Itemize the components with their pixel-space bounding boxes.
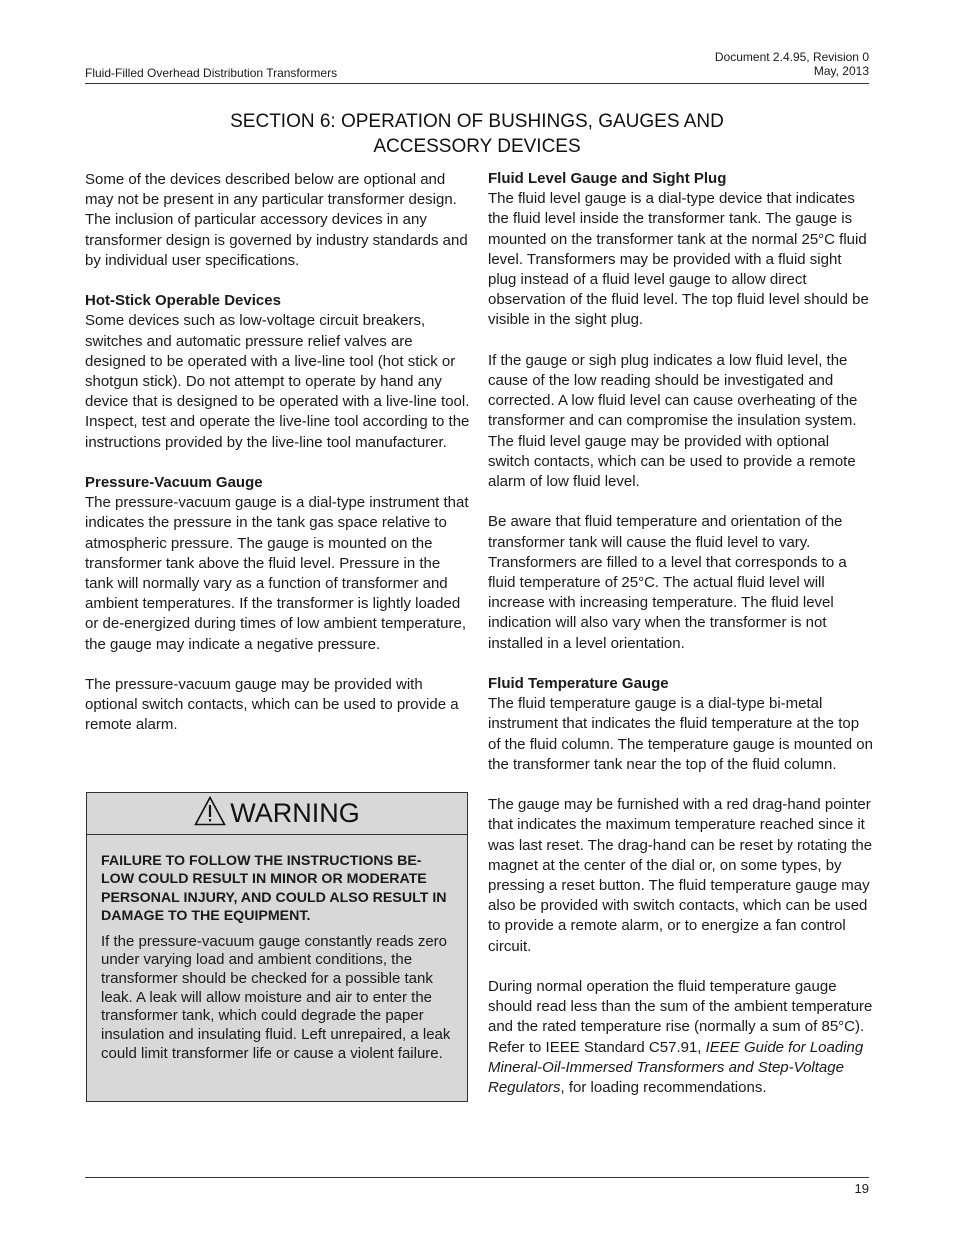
header-rule [85, 83, 869, 84]
intro-paragraph: Some of the devices described below are optional and may not be present in any particular transformer design. The inclusion of particular accessory devices in any transformer design is governed by industry standards and by individual user specifications. [85, 171, 468, 269]
fluid-temperature-heading: Fluid Temperature Gauge [488, 675, 669, 693]
warning-label: WARNING [230, 798, 360, 828]
page-number: 19 [854, 1181, 869, 1196]
footer-rule [85, 1177, 869, 1178]
warning-box [86, 792, 468, 1102]
loading-text-a: During normal operation the fluid temperature gauge should read less than the sum of the ambient temperature and the rated temperature rise (normally a sum of 85°C). Refer to IEEE Standard C57.91, [488, 978, 873, 1056]
fluid-temperature-paragraph-1: The fluid temperature gauge is a dial-type bi-metal instrument that indicates the fluid temperature at the top of the fluid column. The temperature gauge is mounted on the transformer tank near the top of the fluid column. [488, 695, 873, 773]
hotstick-heading: Hot-Stick Operable Devices [85, 292, 281, 310]
document-date: May, 2013 [813, 64, 869, 78]
fluid-level-paragraph-3: Be aware that fluid temperature and orientation of the transformer tank will cause the fluid level to vary. Transformers are filled to a level that corresponds to a fluid temperature of 25°C. The actual fluid level will increase with increasing temperature. The fluid level indication will also vary when the transformer is not installed in a level orientation. [488, 513, 847, 652]
ieee-guide-title: IEEE Guide for Loading Mineral-Oil-Immersed Transformers and Step-Voltage Regulators [488, 1038, 864, 1097]
warning-header [87, 793, 467, 835]
running-header-title: Fluid-Filled Overhead Distribution Transformers [85, 66, 338, 80]
section-title-line2: ACCESSORY DEVICES [373, 136, 581, 157]
fluid-temperature-paragraph-3 [488, 977, 873, 1098]
left-column [85, 170, 470, 756]
document-info [715, 50, 869, 78]
section-title-line1: SECTION 6: OPERATION OF BUSHINGS, GAUGES AND [230, 111, 724, 132]
warning-detail-text: If the pressure-vacuum gauge constantly reads zero under varying load and ambient conditions, the transformer should be checked for a possible tank leak. A leak will allow moisture and air to enter the transformer tank, which could degrade the paper insulation and insulating fluid. Left unrepaired, a leak could limit transformer life or cause a violent failure. [101, 932, 451, 1062]
pressure-gauge-paragraph-2: The pressure-vacuum gauge may be provided with optional switch contacts, which can be used to provide a remote alarm. [85, 676, 459, 734]
loading-text-b: , for loading recommendations. [560, 1079, 767, 1097]
section-title [85, 109, 869, 159]
fluid-level-paragraph-2: If the gauge or sigh plug indicates a low fluid level, the cause of the low reading should be investigated and corrected. A low fluid level can cause overheating of the transformer and can compromise the insulation system. The fluid level gauge may be provided with optional switch contacts, which can be used to provide a remote alarm of low fluid level. [488, 351, 858, 491]
right-column [488, 169, 873, 1118]
warning-triangle-icon [194, 796, 226, 831]
fluid-temperature-paragraph-2: The gauge may be furnished with a red drag-hand pointer that indicates the maximum temperature reached since it was last reset. The drag-hand can be reset by rotating the magnet at the center of the dial or, on some types, by pressing a reset button. The fluid temperature gauge may also be provided with switch contacts, which can be used to provide a remote alarm, or to energize a fan control circuit. [488, 796, 873, 955]
fluid-level-heading: Fluid Level Gauge and Sight Plug [488, 170, 727, 187]
hotstick-paragraph: Some devices such as low-voltage circuit breakers, switches and automatic pressure relief valves are designed to be operated with a live-line tool (hot stick or shotgun stick). Do not attempt to operate by hand any device that is designed to be operated with a live-line tool. Inspect, test and operate the live-line tool according to the instructions provided by the live-line tool manufacturer. [85, 312, 470, 451]
warning-caps-text: FAILURE TO FOLLOW THE INSTRUCTIONS BE-LOW COULD RESULT IN MINOR OR MODERATE PERSONAL INJURY, AND COULD ALSO RESULT IN DAMAGE TO THE EQUIPMENT. [101, 853, 447, 925]
pressure-gauge-heading: Pressure-Vacuum Gauge [85, 474, 263, 492]
fluid-level-paragraph-1: The fluid level gauge is a dial-type device that indicates the fluid level inside the transformer tank. The gauge is mounted on the transformer tank at the normal 25°C fluid level. Transformers may be provided with a fluid sight plug instead of a fluid level gauge to allow direct observation of the fluid level. The top fluid level should be visible in the sight plug. [488, 190, 869, 329]
document-revision: Document 2.4.95, Revision 0 [714, 50, 869, 64]
pressure-gauge-paragraph-1: The pressure-vacuum gauge is a dial-type instrument that indicates the pressure in the tank gas space relative to atmospheric pressure. The gauge is mounted on the transformer tank above the fluid level. Pressure in the tank will normally vary as a function of transformer and ambient temperatures. If the transformer is lightly loaded or de-energized during times of low ambient temperature, the gauge may indicate a negative pressure. [85, 494, 469, 653]
warning-body [87, 835, 467, 1064]
